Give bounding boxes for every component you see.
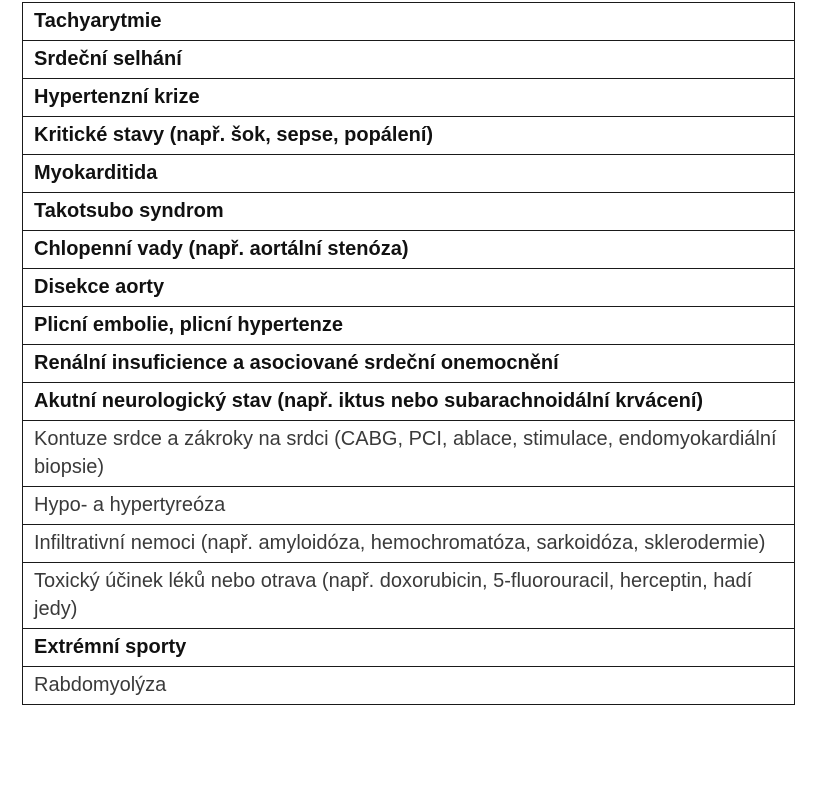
table-row — [23, 383, 795, 421]
table-cell: Kritické stavy (např. šok, sepse, popálení) — [23, 117, 795, 155]
table-row — [23, 307, 795, 345]
table-cell: Takotsubo syndrom — [23, 193, 795, 231]
table-row — [23, 79, 795, 117]
table-row — [23, 193, 795, 231]
table-cell: Kontuze srdce a zákroky na srdci (CABG, PCI, ablace, stimulace, endomyokardiální biopsie) — [23, 421, 795, 487]
table-cell: Disekce aorty — [23, 269, 795, 307]
table-row — [23, 667, 795, 705]
table-cell: Hypertenzní krize — [23, 79, 795, 117]
table-row — [23, 231, 795, 269]
table-row — [23, 117, 795, 155]
table-cell: Extrémní sporty — [23, 629, 795, 667]
table-cell: Myokarditida — [23, 155, 795, 193]
table-row — [23, 563, 795, 629]
table-body — [23, 3, 795, 705]
table-cell: Tachyarytmie — [23, 3, 795, 41]
table-cell: Toxický účinek léků nebo otrava (např. doxorubicin, 5-fluorouracil, herceptin, hadí jedy) — [23, 563, 795, 629]
table-row — [23, 345, 795, 383]
table-cell: Rabdomyolýza — [23, 667, 795, 705]
table-cell: Akutní neurologický stav (např. iktus nebo subarachnoidální krvácení) — [23, 383, 795, 421]
table-row — [23, 629, 795, 667]
table-cell: Infiltrativní nemoci (např. amyloidóza, hemochromatóza, sarkoidóza, sklerodermie) — [23, 525, 795, 563]
table-row — [23, 525, 795, 563]
table-cell: Hypo- a hypertyreóza — [23, 487, 795, 525]
table-cell: Renální insuficience a asociované srdeční onemocnění — [23, 345, 795, 383]
causes-table — [22, 2, 795, 705]
table-row — [23, 269, 795, 307]
table-cell: Srdeční selhání — [23, 41, 795, 79]
table-row — [23, 3, 795, 41]
table-cell: Chlopenní vady (např. aortální stenóza) — [23, 231, 795, 269]
table-row — [23, 155, 795, 193]
table-row — [23, 421, 795, 487]
table-row — [23, 487, 795, 525]
table-cell: Plicní embolie, plicní hypertenze — [23, 307, 795, 345]
table-row — [23, 41, 795, 79]
